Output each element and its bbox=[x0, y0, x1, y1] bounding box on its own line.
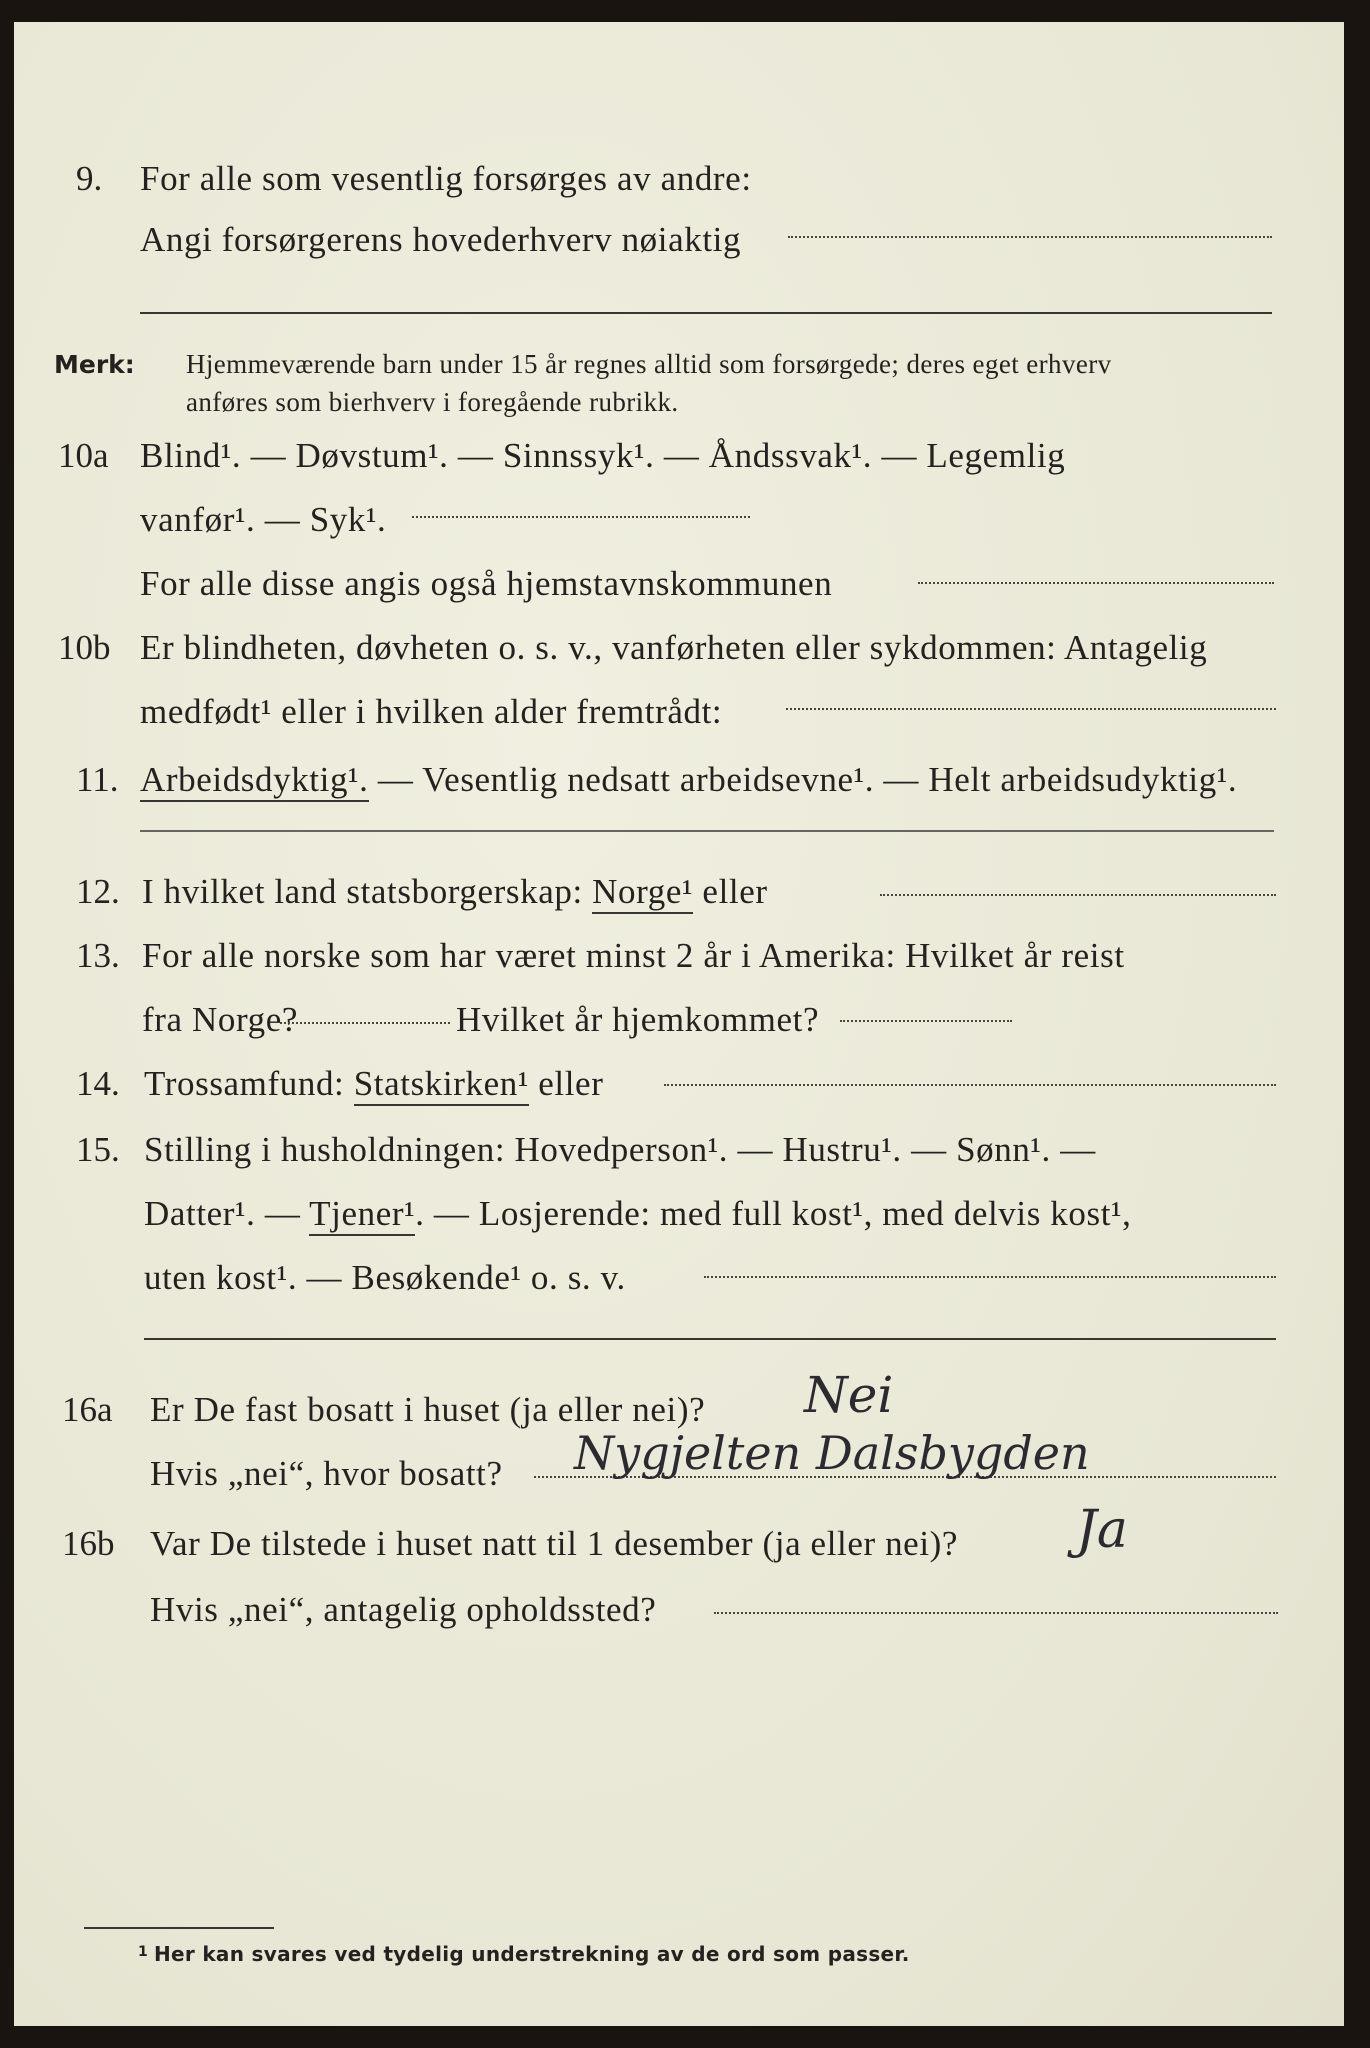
question-number: 10a bbox=[58, 436, 109, 475]
question-text: Hvis „nei“, hvor bosatt? bbox=[150, 1454, 503, 1493]
question-text: Er blindheten, døvheten o. s. v., vanførheten eller sykdommen: Antagelig bbox=[140, 628, 1208, 667]
answer-line[interactable] bbox=[664, 1084, 1276, 1086]
answer-line[interactable] bbox=[704, 1276, 1276, 1278]
footnote-rule bbox=[84, 1927, 274, 1929]
question-text-rest: — Vesentlig nedsatt arbeidsevne¹. — Helt arbeidsudyktig¹. bbox=[368, 760, 1238, 799]
question-text bbox=[140, 758, 1237, 802]
question-text: Er De fast bosatt i huset (ja eller nei)? bbox=[150, 1390, 706, 1429]
selected-option-norge[interactable]: Norge¹ bbox=[592, 872, 693, 914]
question-text: For alle norske som har været minst 2 år i Amerika: Hvilket år reist bbox=[142, 936, 1125, 975]
question-text: For alle disse angis også hjemstavnskommunen bbox=[140, 564, 833, 603]
question-number: 14. bbox=[76, 1064, 120, 1103]
question-text: Hvilket år hjemkommet? bbox=[456, 1000, 820, 1039]
question-number: 10b bbox=[58, 628, 111, 667]
question-number: 12. bbox=[76, 872, 120, 911]
selected-option-tjener[interactable]: Tjener¹ bbox=[309, 1194, 415, 1236]
question-text: vanfør¹. — Syk¹. bbox=[140, 500, 387, 539]
selected-option-arbeidsdyktig[interactable]: Arbeidsdyktig¹. bbox=[140, 760, 369, 802]
question-number: 16a bbox=[62, 1390, 113, 1429]
question-text-pre: I hvilket land statsborgerskap: bbox=[142, 872, 593, 911]
answer-line-year-left[interactable] bbox=[280, 1022, 450, 1024]
question-text-post: eller bbox=[528, 1064, 604, 1103]
footnote-text: Her kan svares ved tydelig understrekning av de ord som passer. bbox=[154, 1942, 910, 1966]
question-text: Blind¹. — Døvstum¹. — Sinnssyk¹. — Åndssvak¹. — Legemlig bbox=[140, 436, 1066, 475]
question-text: Var De tilstede i huset natt til 1 desember (ja eller nei)? bbox=[150, 1524, 959, 1563]
question-text: For alle som vesentlig forsørges av andre: bbox=[140, 159, 752, 198]
answer-line[interactable] bbox=[918, 582, 1274, 584]
question-text-pre: Datter¹. — bbox=[144, 1194, 310, 1233]
selected-option-statskirken[interactable]: Statskirken¹ bbox=[354, 1064, 529, 1106]
question-number: 15. bbox=[76, 1130, 120, 1169]
separator-line bbox=[144, 1338, 1276, 1340]
answer-line-year-returned[interactable] bbox=[840, 1020, 1012, 1022]
note-text: Hjemmeværende barn under 15 år regnes alltid som forsørgede; deres eget erhverv bbox=[186, 349, 1112, 379]
answer-line[interactable] bbox=[788, 236, 1272, 238]
note-text: anføres som bierhverv i foregående rubrikk. bbox=[186, 387, 679, 417]
separator-line bbox=[140, 312, 1272, 314]
answer-line[interactable] bbox=[714, 1612, 1278, 1614]
question-text-post: . — Losjerende: med full kost¹, med delvis kost¹, bbox=[415, 1194, 1132, 1233]
answer-line[interactable] bbox=[412, 516, 750, 518]
question-text: Angi forsørgerens hovederhverv nøiaktig bbox=[140, 220, 742, 259]
question-text bbox=[144, 1062, 603, 1106]
handwritten-answer: Nei bbox=[804, 1366, 894, 1424]
question-text bbox=[144, 1192, 1131, 1236]
handwritten-answer: Nygjelten Dalsbygden bbox=[574, 1426, 1090, 1480]
question-number: 9. bbox=[76, 159, 103, 198]
answer-line[interactable] bbox=[786, 708, 1276, 710]
answer-line[interactable] bbox=[880, 894, 1276, 896]
footnote-mark: 1 bbox=[138, 1944, 148, 1960]
census-form-page bbox=[14, 22, 1344, 2026]
question-number: 16b bbox=[62, 1524, 115, 1563]
question-text: uten kost¹. — Besøkende¹ o. s. v. bbox=[144, 1258, 626, 1297]
question-number: 13. bbox=[76, 936, 120, 975]
question-text: Hvis „nei“, antagelig opholdssted? bbox=[150, 1590, 657, 1629]
question-number: 11. bbox=[76, 760, 119, 799]
question-text-pre: Trossamfund: bbox=[144, 1064, 354, 1103]
question-text bbox=[142, 870, 768, 914]
handwritten-answer: Ja bbox=[1076, 1500, 1128, 1560]
note-label: Merk: bbox=[54, 350, 135, 379]
separator-line bbox=[140, 830, 1274, 832]
question-text: fra Norge? bbox=[142, 1000, 298, 1039]
question-text-post: eller bbox=[693, 872, 768, 911]
question-text: medfødt¹ eller i hvilken alder fremtrådt: bbox=[140, 692, 723, 731]
question-text: Stilling i husholdningen: Hovedperson¹. — Hustru¹. — Sønn¹. — bbox=[144, 1130, 1096, 1169]
